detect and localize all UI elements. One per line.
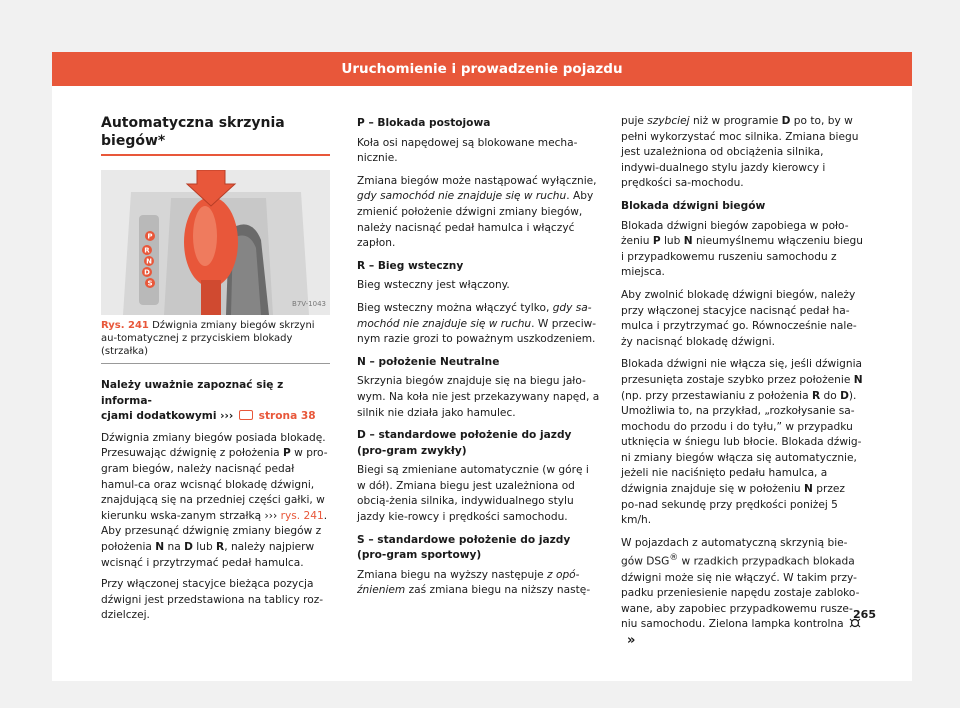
figure-code: B7V-1043 bbox=[292, 300, 326, 309]
column-middle bbox=[357, 114, 600, 606]
manual-page bbox=[52, 52, 912, 681]
gear-lever-figure bbox=[101, 170, 330, 315]
warning-book-icon bbox=[239, 410, 253, 420]
paragraph-reverse-2: Bieg wsteczny można włączyć tylko, gdy sa-mochód nie znajduje się w ruchu. W przeciw-nym razie grozi to poważnym uszkodzeniem. bbox=[357, 301, 597, 346]
warning-line-2: cjami dodatkowymi ››› bbox=[101, 410, 234, 423]
heading-park: P – Blokada postojowa bbox=[357, 117, 491, 129]
paragraph-lock-3: Blokada dźwigni nie włącza się, jeśli dźwignia przesunięta zostaje szybko przez położenie N (np. przy przestawianiu z położenia R do D). Umożliwia to, na przykład, „rozkołysanie sa-mochodu do przodu i do tyłu,” w przypadku utknięcia w śniegu lub błocie. Blokada dźwig-ni zmiany biegów włącza się automatycznie, jeżeli nie naciśnięto pedału hamulca, a dźwignia znajduje się w położeniu N przez po-nad sekundę przy prędkości poniżej 5 km/h. bbox=[621, 358, 863, 527]
paragraph-reverse-1: Bieg wsteczny jest włączony. bbox=[357, 279, 510, 292]
paragraph-dashboard: Przy włączonej stacyjce bieżąca pozycja dźwigni jest przedstawiona na tablicy roz-dzielczej. bbox=[101, 578, 324, 622]
warning-line-1: Należy uważnie zapoznać się z informa- bbox=[101, 379, 284, 407]
paragraph-drive: Biegi są zmieniane automatycznie (w górę i w dół). Zmiana biegu jest uzależniona od obcią-żenia silnika, indywidualnego stylu jazdy kie-rowcy i prędkości samochodu. bbox=[357, 464, 589, 524]
paragraph-sport-cont: puje szybciej niż w programie D po to, by w pełni wykorzystać moc silnika. Zmiana biegu jest uzależniona od obciążenia silnika, indywi-dualnego stylu jazdy kierowcy i prędkości sa-mochodu. bbox=[621, 115, 859, 190]
paragraph-park-1: Koła osi napędowej są blokowane mecha-nicznie. bbox=[357, 136, 578, 165]
figure-caption bbox=[101, 319, 330, 364]
paragraph-park-2: Zmiana biegów może nastąpować wyłącznie, gdy samochód nie znajduje się w ruchu. Aby zmienić położenie dźwigni zmiany biegów, należy nacisnąć pedał hamulca i włączyć zapłon. bbox=[357, 174, 597, 250]
section-title: Automatyczna skrzynia biegów* bbox=[101, 114, 330, 156]
paragraph-sport: Zmiana biegu na wyższy następuje z opó-źnieniem zaś zmiana biegu na niższy nastę- bbox=[357, 568, 591, 597]
column-right bbox=[621, 114, 863, 657]
gear-letter-p: P bbox=[147, 232, 153, 241]
heading-drive: D – standardowe położenie do jazdy (pro-gram zwykły) bbox=[357, 429, 572, 457]
heading-neutral: N – położenie Neutralne bbox=[357, 355, 500, 368]
heading-reverse: R – Bieg wsteczny bbox=[357, 259, 464, 272]
warning-page-link[interactable]: strona 38 bbox=[258, 410, 316, 423]
figure-caption-ref: Rys. 241 bbox=[101, 320, 149, 331]
gear-letter-s: S bbox=[147, 279, 153, 288]
gear-letter-n: N bbox=[146, 257, 152, 266]
page-number: 265 bbox=[853, 608, 876, 621]
continue-mark: » bbox=[627, 632, 636, 648]
warning-reference bbox=[101, 378, 330, 425]
column-left bbox=[101, 114, 330, 630]
paragraph-lock-1: Blokada dźwigni biegów zapobiega w poło-żeniu P lub N nieumyślnemu włączeniu biegu i przypadkowemu ruszeniu samochodu z miejsca. bbox=[621, 219, 863, 279]
figure-caption-text: Dźwignia zmiany biegów skrzyni au-tomatycznej z przyciskiem blokady (strzałka) bbox=[101, 320, 315, 357]
gear-letter-r: R bbox=[144, 246, 150, 255]
paragraph-dsg: W pojazdach z automatyczną skrzynią bie-gów DSG® w rzadkich przypadkach blokada dźwigni może się nie włączyć. W takim przy-padku przeniesienie napędu zostaje zabloko-wane, aby zapobiec przypadkowemu rusze-niu samochodu. Zielona lampka kontrolna » bbox=[621, 536, 860, 648]
heading-lever-lock: Blokada dźwigni biegów bbox=[621, 199, 766, 212]
paragraph-neutral: Skrzynia biegów znajduje się na biegu jało-wym. Na koła nie jest przekazywany napęd, a silnik nie działa jako hamulec. bbox=[357, 375, 600, 419]
gear-letter-d: D bbox=[144, 268, 150, 277]
gear-lever-illustration bbox=[101, 170, 330, 315]
paragraph-lever-lock: Dźwignia zmiany biegów posiada blokadę. Przesuwając dźwignię z położenia P w pro-gram biegów, należy nacisnąć pedał hamul-ca oraz wcisnąć blokadę dźwigni, znajdującą się na przedniej części gałki, w kierunku wska-zanym strzałką ››› rys. 241. Aby przesunąć dźwignię zmiany biegów z położenia N na D lub R, należy najpierw wcisnąć i przytrzymać pedał hamulca. bbox=[101, 431, 328, 569]
heading-sport: S – standardowe położenie do jazdy (pro-gram sportowy) bbox=[357, 533, 571, 562]
figure-link[interactable]: rys. 241 bbox=[280, 509, 324, 522]
paragraph-lock-2: Aby zwolnić blokadę dźwigni biegów, należy przy włączonej stacyjce nacisnąć pedał ha-mulca i przytrzymać go. Równocześnie nale-ży nacisnąć blokadę dźwigni. bbox=[621, 288, 857, 348]
chapter-title: Uruchomienie i prowadzenie pojazdu bbox=[341, 61, 623, 77]
